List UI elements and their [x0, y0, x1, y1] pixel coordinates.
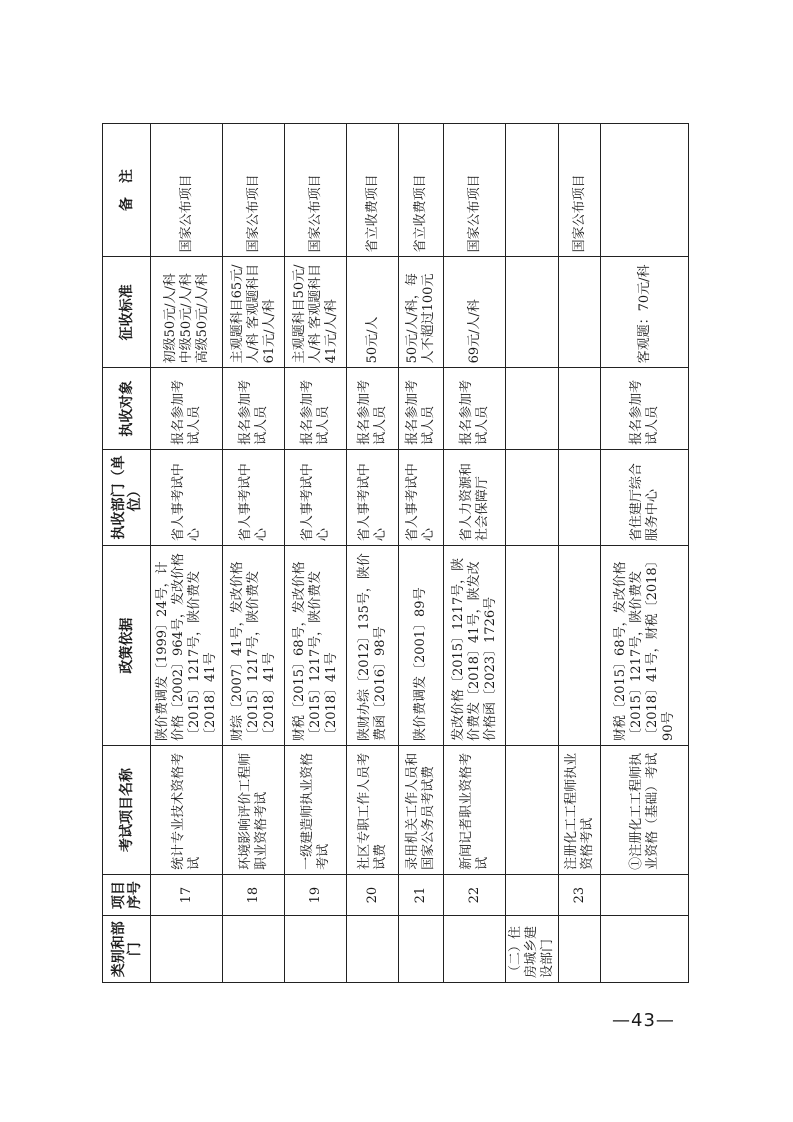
- cell-target: 报名参加考试人员: [223, 368, 285, 449]
- header-target: 执收对象: [103, 368, 151, 449]
- cell-name: 一级建造师执业资格考试: [285, 746, 347, 875]
- cell-category: [151, 916, 223, 983]
- cell-dept: [559, 449, 601, 545]
- cell-target: 报名参加考试人员: [285, 368, 347, 449]
- cell-category: [347, 916, 399, 983]
- cell-basis: 财综〔2007〕41号，发改价格〔2015〕1217号，陕价费发〔2018〕41号: [223, 546, 285, 746]
- cell-name: 环境影响评价工程师职业资格考试: [223, 746, 285, 875]
- cell-name: 录用机关工作人员和国家公务员考试费: [399, 746, 444, 875]
- cell-standard: 主观题科目50元/人/科 客观题科目41元/人/科: [285, 257, 347, 368]
- cell-target: 报名参加考试人员: [444, 368, 506, 449]
- table-row: [506, 124, 559, 983]
- cell-basis: [506, 546, 559, 746]
- rotated-fee-table: [102, 123, 682, 983]
- cell-name: 统计专业技术资格考试: [151, 746, 223, 875]
- cell-target: 报名参加考试人员: [601, 368, 689, 449]
- cell-name: [506, 746, 559, 875]
- header-remark: 备 注: [103, 124, 151, 257]
- table-row: [399, 124, 444, 983]
- table-row: [559, 124, 601, 983]
- cell-seq: 21: [399, 874, 444, 915]
- header-row: [103, 124, 151, 983]
- table-row: [347, 124, 399, 983]
- cell-dept: 省人事考试中心: [399, 449, 444, 545]
- header-seq: 项目序号: [103, 874, 151, 915]
- cell-remark: 国家公布项目: [223, 124, 285, 257]
- cell-remark: 省立收费项目: [399, 124, 444, 257]
- cell-dept: 省人事考试中心: [285, 449, 347, 545]
- table-row: [151, 124, 223, 983]
- cell-target: 报名参加考试人员: [347, 368, 399, 449]
- header-standard: 征收标准: [103, 257, 151, 368]
- cell-standard: 客观题：70元/科: [601, 257, 689, 368]
- cell-seq: 23: [559, 874, 601, 915]
- cell-dept: 省人力资源和社会保障厅: [444, 449, 506, 545]
- cell-remark: [506, 124, 559, 257]
- table-row: [223, 124, 285, 983]
- table-row: [444, 124, 506, 983]
- cell-category: [399, 916, 444, 983]
- cell-basis: 发改价格〔2015〕1217号，陕价费发〔2018〕41号，陕发改价格函〔2023〕1726号: [444, 546, 506, 746]
- cell-remark: 国家公布项目: [444, 124, 506, 257]
- cell-seq: 22: [444, 874, 506, 915]
- cell-dept: 省人事考试中心: [223, 449, 285, 545]
- cell-name: 新闻记者职业资格考试: [444, 746, 506, 875]
- header-category: 类别和部门: [103, 916, 151, 983]
- cell-dept: 省人事考试中心: [151, 449, 223, 545]
- cell-remark: [601, 124, 689, 257]
- cell-standard: 主观题科目65元/人/科 客观题科目61元/人/科: [223, 257, 285, 368]
- cell-basis: [559, 546, 601, 746]
- cell-basis: 陕价费调发〔2001〕89号: [399, 546, 444, 746]
- cell-category: [444, 916, 506, 983]
- cell-name: 注册化工工程师执业资格考试: [559, 746, 601, 875]
- table-row: [601, 124, 689, 983]
- header-dept: 执收部门（单位）: [103, 449, 151, 545]
- cell-category: [285, 916, 347, 983]
- cell-seq: 17: [151, 874, 223, 915]
- cell-seq: 18: [223, 874, 285, 915]
- cell-seq: [506, 874, 559, 915]
- cell-name: 社区专职工作人员考试费: [347, 746, 399, 875]
- fee-table: [102, 123, 689, 983]
- cell-remark: 国家公布项目: [151, 124, 223, 257]
- cell-seq: [601, 874, 689, 915]
- cell-target: [506, 368, 559, 449]
- cell-dept: 省人事考试中心: [347, 449, 399, 545]
- cell-target: [559, 368, 601, 449]
- cell-category: （二）住房城乡建设部门: [506, 916, 559, 983]
- cell-basis: 财税〔2015〕68号，发改价格〔2015〕1217号，陕价费发〔2018〕41号: [285, 546, 347, 746]
- cell-category: [601, 916, 689, 983]
- cell-remark: 国家公布项目: [559, 124, 601, 257]
- cell-standard: 初级50元/人/科 中级50元/人/科 高级50元/人/科: [151, 257, 223, 368]
- header-basis: 政策依据: [103, 546, 151, 746]
- cell-basis: 陕价费调发〔1999〕24号，计价格〔2002〕964号，发改价格〔2015〕1217号，陕价费发〔2018〕41号: [151, 546, 223, 746]
- cell-standard: 50元/人: [347, 257, 399, 368]
- cell-standard: 50元/人/科，每人不超过100元: [399, 257, 444, 368]
- table-row: [285, 124, 347, 983]
- cell-target: 报名参加考试人员: [399, 368, 444, 449]
- cell-standard: 69元/人/科: [444, 257, 506, 368]
- cell-name: ①注册化工工程师执业资格（基础）考试: [601, 746, 689, 875]
- cell-standard: [559, 257, 601, 368]
- header-name: 考试项目名称: [103, 746, 151, 875]
- cell-category: [223, 916, 285, 983]
- cell-basis: 陕财办综〔2012〕135号，陕价费函〔2016〕98号: [347, 546, 399, 746]
- page-number: —43—: [612, 1010, 675, 1031]
- cell-category: [559, 916, 601, 983]
- cell-seq: 20: [347, 874, 399, 915]
- cell-dept: [506, 449, 559, 545]
- cell-standard: [506, 257, 559, 368]
- cell-target: 报名参加考试人员: [151, 368, 223, 449]
- cell-remark: 省立收费项目: [347, 124, 399, 257]
- cell-basis: 财税〔2015〕68号，发改价格〔2015〕1217号，陕价费发〔2018〕41号，财税〔2018〕90号: [601, 546, 689, 746]
- cell-dept: 省住建厅综合服务中心: [601, 449, 689, 545]
- cell-remark: 国家公布项目: [285, 124, 347, 257]
- cell-seq: 19: [285, 874, 347, 915]
